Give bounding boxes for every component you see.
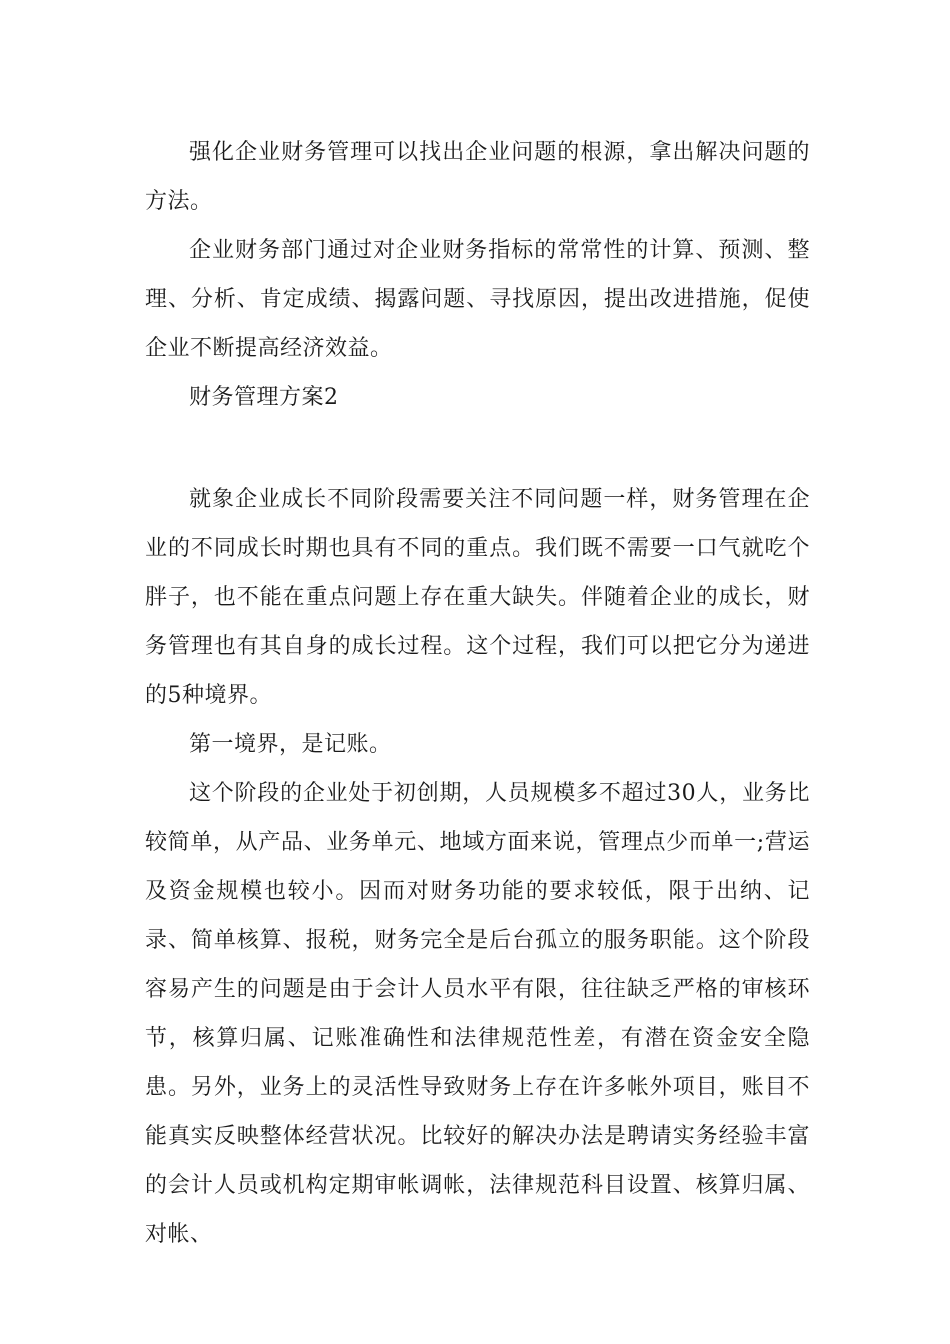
- section-title: 财务管理方案2: [189, 385, 339, 410]
- bottom-text-block: [145, 475, 810, 1259]
- paragraph-growth-stages: 就象企业成长不同阶段需要关注不同问题一样，财务管理在企业的不同成长时期也具有不同的重点。我们既不需要一口气就吃个胖子，也不能在重点问题上存在重大缺失。伴随着企业的成长，财务管理也有其自身的成长过程。这个过程，我们可以把它分为递进的5种境界。: [145, 487, 810, 708]
- paragraph-finance-department: 企业财务部门通过对企业财务指标的常常性的计算、预测、整理、分析、肯定成绩、揭露问题、寻找原因，提出改进措施，促使企业不断提高经济效益。: [145, 238, 810, 361]
- subheading-first-stage: 第一境界，是记账。: [189, 732, 392, 757]
- top-text-block: [145, 128, 810, 422]
- paragraph-management-purpose: 强化企业财务管理可以找出企业问题的根源，拿出解决问题的方法。: [145, 140, 810, 214]
- paragraph-first-stage-detail: 这个阶段的企业处于初创期，人员规模多不超过30人，业务比较简单，从产品、业务单元、地域方面来说，管理点少而单一;营运及资金规模也较小。因而对财务功能的要求较低，限于出纳、记录、简单核算、报税，财务完全是后台孤立的服务职能。这个阶段容易产生的问题是由于会计人员水平有限，往往缺乏严格的审核环节，核算归属、记账准确性和法律规范性差，有潜在资金安全隐患。另外，业务上的灵活性导致财务上存在许多帐外项目，账目不能真实反映整体经营状况。比较好的解决办法是聘请实务经验丰富的会计人员或机构定期审帐调帐，法律规范科目设置、核算归属、对帐、: [145, 781, 810, 1247]
